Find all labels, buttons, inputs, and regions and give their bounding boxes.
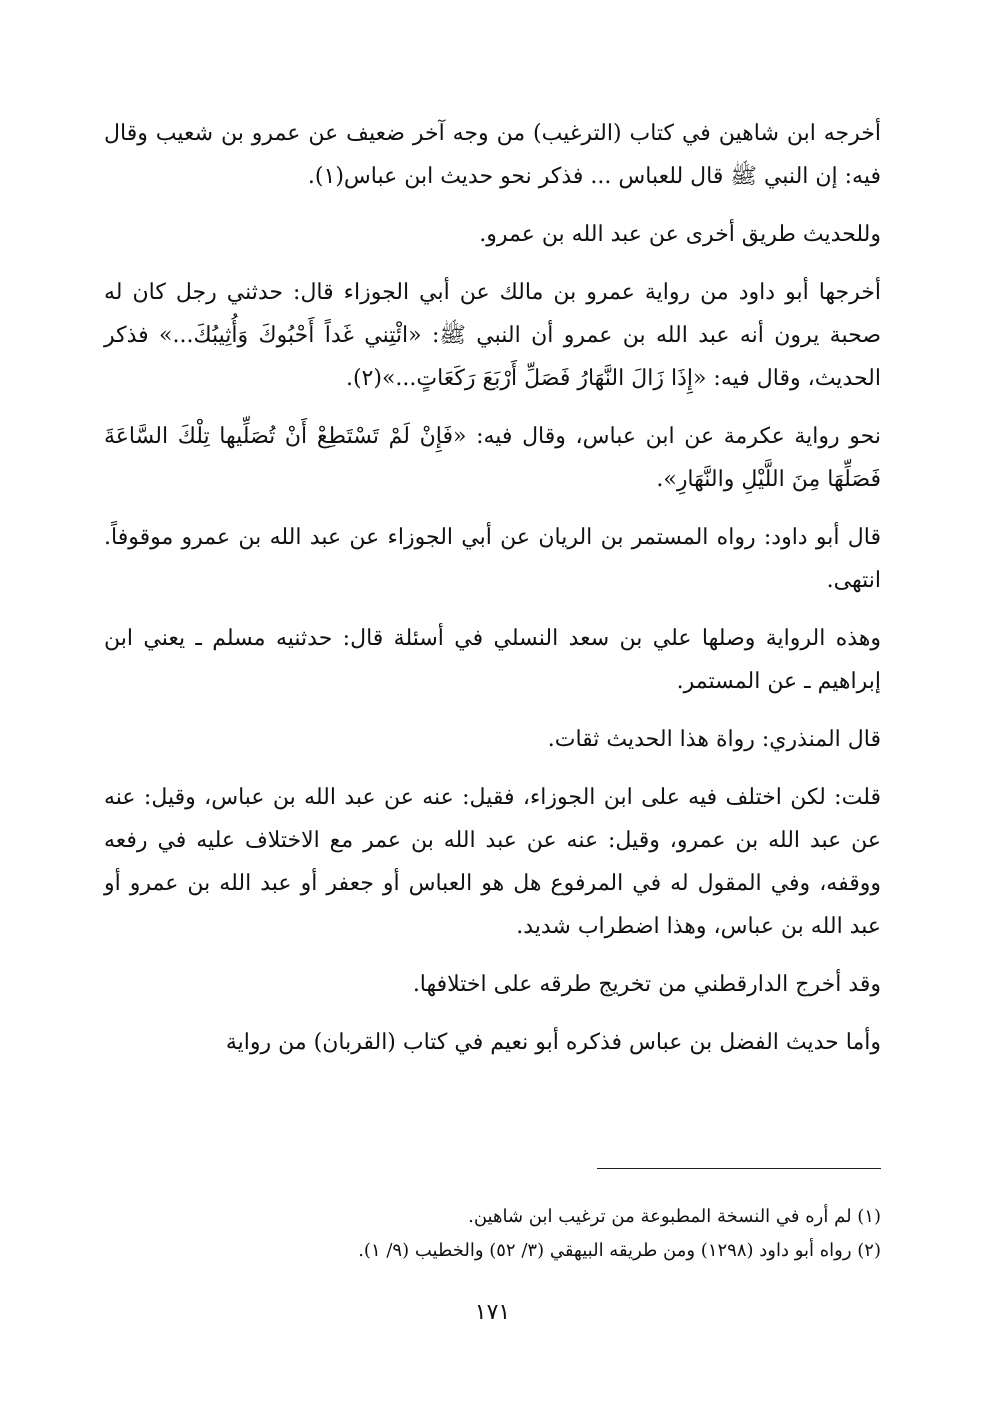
paragraph-8: قلت: لكن اختلف فيه على ابن الجوزاء، فقيل: عنه عن عبد الله بن عباس، وقيل: عنه عن عبد الله بن عمرو، وقيل: عنه عن عبد الله بن عمر مع الاختلاف عليه في رفعه ووقفه، وفي المقول له في المرفوع هل هو العباس أو جعفر أو عبد الله بن عمرو أو عبد الله بن عباس، وهذا اضطراب شديد. xyxy=(104,785,881,939)
paragraph-4: نحو رواية عكرمة عن ابن عباس، وقال فيه: «فَإِنْ لَمْ تَسْتَطِعْ أَنْ تُصَلِّيها تِلْكَ السَّاعَةَ فَصَلِّهَا مِنَ اللَّيْلِ والنَّهَارِ». xyxy=(104,424,881,492)
paragraph-1: أخرجه ابن شاهين في كتاب (الترغيب) من وجه آخر ضعيف عن عمرو بن شعيب وقال فيه: إن النبي ﷺ قال للعباس ... فذكر نحو حديث ابن عباس(١). xyxy=(104,121,881,189)
footnote-2: (٢) رواه أبو داود (١٢٩٨) ومن طريقه البيهقي (٣/ ٥٢) والخطيب (٩/ ١). xyxy=(358,1240,881,1261)
footnote-separator xyxy=(597,1168,881,1169)
paragraph-6: وهذه الرواية وصلها علي بن سعد النسلي في أسئلة قال: حدثنيه مسلم ـ يعني ابن إبراهيم ـ عن المستمر. xyxy=(104,626,881,694)
paragraph-3: أخرجها أبو داود من رواية عمرو بن مالك عن أبي الجوزاء قال: حدثني رجل كان له صحبة يرون أنه عبد الله بن عمرو أن النبي ﷺ: «ائْتِني غَداً أَحْبُوكَ وَأُثِيبُكَ...» فذكر الحديث، وقال فيه: «إِذَا زَالَ النَّهَارُ فَصَلِّ أَرْبَعَ رَكَعَاتٍ...»(٢). xyxy=(104,280,881,391)
paragraph-10: وأما حديث الفضل بن عباس فذكره أبو نعيم في كتاب (القربان) من رواية xyxy=(225,1030,881,1055)
page-number: ١٧١ xyxy=(474,1300,511,1325)
main-text xyxy=(104,112,881,1079)
footnote-1: (١) لم أره في النسخة المطبوعة من ترغيب ابن شاهين. xyxy=(468,1206,881,1227)
paragraph-2: وللحديث طريق أخرى عن عبد الله بن عمرو. xyxy=(479,222,881,247)
paragraph-9: وقد أخرج الدارقطني من تخريج طرقه على اختلافها. xyxy=(412,972,881,997)
paragraph-5: قال أبو داود: رواه المستمر بن الريان عن أبي الجوزاء عن عبد الله بن عمرو موقوفاً. انتهى. xyxy=(104,525,881,593)
paragraph-7: قال المنذري: رواة هذا الحديث ثقات. xyxy=(547,727,881,752)
footnotes xyxy=(200,1200,881,1268)
